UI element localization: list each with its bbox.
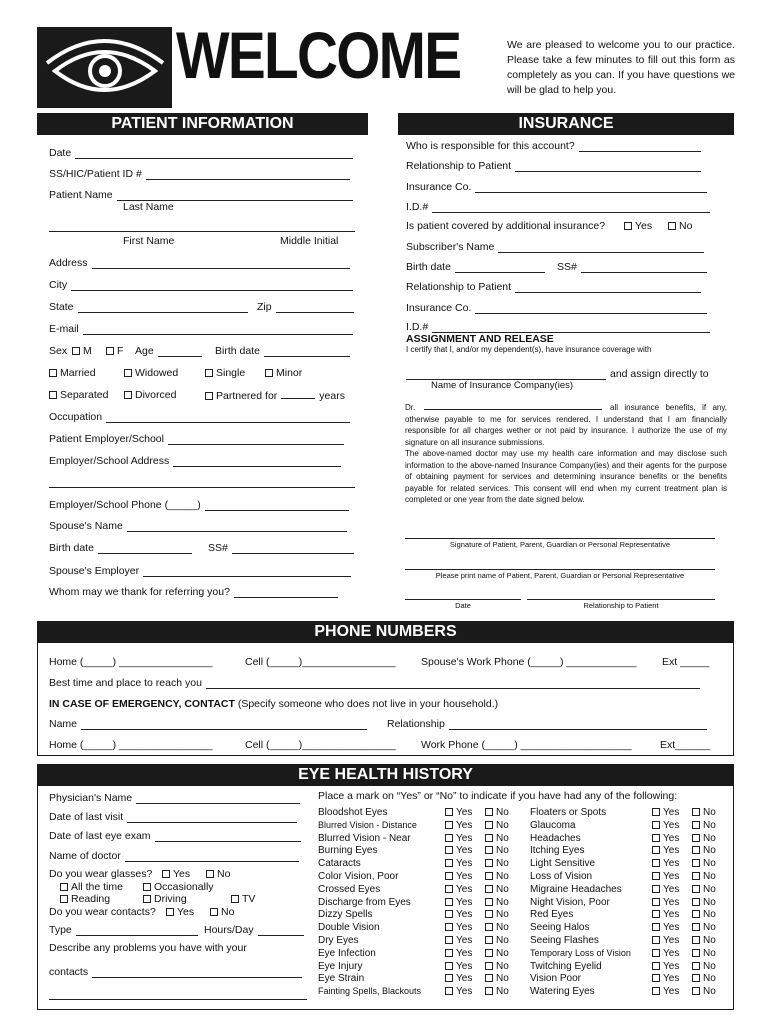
signature-line[interactable]: Signature of Patient, Parent, Guardian or Personal Representative	[405, 538, 715, 549]
spouse-ext-field[interactable]: Ext _____	[662, 656, 710, 668]
condition-yes-checkbox[interactable]: Yes	[445, 961, 472, 972]
address-field[interactable]: Address	[49, 257, 350, 269]
relationship-signed-line[interactable]: Relationship to Patient	[527, 599, 715, 610]
condition-label: Twitching Eyelid	[530, 960, 602, 972]
birth-date-field[interactable]: Birth date	[215, 345, 350, 357]
condition-yes-checkbox[interactable]: Yes	[445, 884, 472, 895]
emergency-cell-field[interactable]: Cell (_____)________________	[245, 739, 396, 751]
condition-yes-checkbox[interactable]: Yes	[445, 807, 472, 818]
emergency-name-field[interactable]: Name	[49, 718, 367, 730]
condition-no-checkbox[interactable]: No	[692, 833, 716, 844]
condition-label: Eye Infection	[318, 947, 376, 959]
condition-no-checkbox[interactable]: No	[485, 833, 509, 844]
printed-name-line[interactable]: Please print name of Patient, Parent, Guardian or Personal Representative	[405, 569, 715, 580]
condition-yes-checkbox[interactable]: Yes	[652, 973, 679, 984]
eye-icon	[37, 27, 172, 108]
condition-no-checkbox[interactable]: No	[692, 935, 716, 946]
patient-info-heading: PATIENT INFORMATION	[37, 113, 368, 135]
condition-no-checkbox[interactable]: No	[485, 897, 509, 908]
single-checkbox[interactable]: Single	[205, 367, 245, 379]
condition-yes-checkbox[interactable]: Yes	[445, 845, 472, 856]
condition-yes-checkbox[interactable]: Yes	[445, 820, 472, 831]
condition-no-checkbox[interactable]: No	[692, 858, 716, 869]
condition-label: Vision Poor	[530, 973, 581, 985]
condition-no-checkbox[interactable]: No	[692, 897, 716, 908]
best-time-field[interactable]: Best time and place to reach you	[49, 677, 700, 689]
condition-label: Watering Eyes	[530, 986, 595, 998]
condition-label: Red Eyes	[530, 909, 574, 921]
condition-yes-checkbox[interactable]: Yes	[652, 986, 679, 997]
condition-label: Cataracts	[318, 858, 361, 870]
employer-phone-field[interactable]: Employer/School Phone (_____)	[49, 499, 349, 511]
condition-no-checkbox[interactable]: No	[692, 948, 716, 959]
insurance-id-field[interactable]: I.D.#	[406, 201, 710, 213]
insurance-id2-field[interactable]: I.D.#	[406, 321, 710, 333]
condition-no-checkbox[interactable]: No	[692, 973, 716, 984]
glasses-no-checkbox[interactable]: No	[206, 868, 230, 880]
tv-checkbox[interactable]: TV	[231, 893, 255, 905]
condition-label: Double Vision	[318, 922, 380, 934]
condition-no-checkbox[interactable]: No	[692, 820, 716, 831]
condition-label: Blurred Vision - Distance	[318, 819, 417, 830]
condition-label: Eye Injury	[318, 960, 363, 972]
responsible-field[interactable]: Who is responsible for this account?	[406, 140, 701, 152]
condition-no-checkbox[interactable]: No	[692, 884, 716, 895]
condition-yes-checkbox[interactable]: Yes	[652, 845, 679, 856]
occupation-field[interactable]: Occupation	[49, 411, 350, 423]
last-visit-field[interactable]: Date of last visit	[49, 811, 297, 823]
referral-field[interactable]: Whom may we thank for referring you?	[49, 586, 338, 598]
condition-label: Crossed Eyes	[318, 883, 381, 895]
doctor-name-field[interactable]: Name of doctor	[49, 850, 299, 862]
contacts-yes-checkbox[interactable]: Yes	[166, 906, 194, 918]
divorced-checkbox[interactable]: Divorced	[124, 389, 176, 401]
contact-type-field[interactable]: Type	[49, 924, 198, 936]
describe-problems-label: Describe any problems you have with your	[49, 942, 247, 954]
condition-yes-checkbox[interactable]: Yes	[445, 935, 472, 946]
spouse-name-field[interactable]: Spouse's Name	[49, 520, 347, 532]
emergency-work-field[interactable]: Work Phone (_____) ___________________	[421, 739, 632, 751]
emergency-home-field[interactable]: Home (_____) ________________	[49, 739, 213, 751]
condition-yes-checkbox[interactable]: Yes	[652, 884, 679, 895]
certify-text: I certify that I, and/or my dependent(s), have insurance coverage with	[406, 345, 652, 354]
city-field[interactable]: City	[49, 279, 353, 291]
condition-no-checkbox[interactable]: No	[485, 986, 509, 997]
additional-insurance-question: Is patient covered by additional insurance?	[406, 220, 606, 232]
emergency-relationship-field[interactable]: Relationship	[387, 718, 707, 730]
minor-checkbox[interactable]: Minor	[265, 367, 302, 379]
spouse-birth-date-field[interactable]: Birth date	[49, 542, 192, 554]
condition-no-checkbox[interactable]: No	[692, 961, 716, 972]
condition-yes-checkbox[interactable]: Yes	[652, 807, 679, 818]
all-time-checkbox[interactable]: All the time	[60, 881, 123, 893]
company-names-label: Name of Insurance Company(ies)	[431, 380, 574, 391]
condition-yes-checkbox[interactable]: Yes	[652, 922, 679, 933]
patient-id-field[interactable]: SS/HIC/Patient ID #	[49, 168, 350, 180]
condition-no-checkbox[interactable]: No	[485, 961, 509, 972]
last-name-label: Last Name	[123, 201, 174, 213]
driving-checkbox[interactable]: Driving	[143, 893, 187, 905]
condition-no-checkbox[interactable]: No	[485, 871, 509, 882]
assignment-heading: ASSIGNMENT AND RELEASE	[406, 333, 554, 345]
email-field[interactable]: E-mail	[49, 323, 353, 335]
intro-text: We are pleased to welcome you to our practice. Please take a few minutes to fill out this form as completely as you can. If you have questions we will be glad to help you.	[507, 39, 735, 96]
condition-yes-checkbox[interactable]: Yes	[652, 871, 679, 882]
occasionally-checkbox[interactable]: Occasionally	[143, 881, 214, 893]
condition-yes-checkbox[interactable]: Yes	[445, 986, 472, 997]
condition-yes-checkbox[interactable]: Yes	[445, 833, 472, 844]
condition-label: Bloodshot Eyes	[318, 807, 388, 818]
condition-no-checkbox[interactable]: No	[485, 807, 509, 818]
spouse-ss-field[interactable]: SS#	[208, 542, 354, 554]
condition-no-checkbox[interactable]: No	[485, 845, 509, 856]
condition-label: Seeing Flashes	[530, 935, 599, 946]
eye-heading: EYE HEALTH HISTORY	[37, 764, 734, 786]
subscriber-birth-date-field[interactable]: Birth date	[406, 261, 545, 273]
condition-yes-checkbox[interactable]: Yes	[445, 973, 472, 984]
condition-yes-checkbox[interactable]: Yes	[445, 922, 472, 933]
spouse-work-phone-field[interactable]: Spouse's Work Phone (_____) ____________	[421, 656, 637, 668]
conditions-instruction: Place a mark on “Yes” or “No” to indicate if you have had any of the following:	[318, 790, 678, 802]
separated-checkbox[interactable]: Separated	[49, 389, 108, 401]
partnered-checkbox[interactable]: Partnered for years	[205, 389, 345, 402]
condition-label: Seeing Halos	[530, 922, 590, 934]
condition-yes-checkbox[interactable]: Yes	[652, 897, 679, 908]
condition-label: Eye Strain	[318, 973, 365, 985]
condition-yes-checkbox[interactable]: Yes	[445, 897, 472, 908]
contacts-question: Do you wear contacts?	[49, 906, 156, 918]
condition-yes-checkbox[interactable]: Yes	[652, 948, 679, 959]
cell-phone-field[interactable]: Cell (_____)________________	[245, 656, 396, 668]
relationship2-field[interactable]: Relationship to Patient	[406, 281, 701, 293]
condition-label: Night Vision, Poor	[530, 896, 610, 908]
condition-no-checkbox[interactable]: No	[485, 973, 509, 984]
patient-name-field[interactable]: Patient Name	[49, 189, 353, 201]
insurance-company-names-field[interactable]: and assign directly to	[406, 368, 709, 380]
widowed-checkbox[interactable]: Widowed	[124, 367, 178, 379]
insurance-co-field[interactable]: Insurance Co.	[406, 181, 707, 193]
date-field[interactable]: Date	[49, 147, 353, 159]
employer-field[interactable]: Patient Employer/School	[49, 433, 344, 445]
condition-no-checkbox[interactable]: No	[692, 909, 716, 920]
zip-field[interactable]: Zip	[257, 301, 354, 313]
condition-no-checkbox[interactable]: No	[485, 935, 509, 946]
condition-label: Headaches	[530, 832, 581, 844]
condition-yes-checkbox[interactable]: Yes	[652, 935, 679, 946]
emergency-ext-field[interactable]: Ext______	[660, 739, 711, 751]
condition-label: Discharge from Eyes	[318, 896, 411, 908]
condition-no-checkbox[interactable]: No	[485, 948, 509, 959]
condition-no-checkbox[interactable]: No	[692, 986, 716, 997]
condition-yes-checkbox[interactable]: Yes	[652, 909, 679, 920]
sex-label: Sex	[49, 345, 68, 357]
contacts-problems-line2[interactable]	[49, 990, 307, 1000]
condition-label: Burning Eyes	[318, 845, 378, 857]
eye-logo	[37, 27, 172, 108]
condition-label: Loss of Vision	[530, 871, 593, 882]
condition-label: Color Vision, Poor	[318, 871, 399, 882]
condition-no-checkbox[interactable]: No	[485, 858, 509, 869]
additional-no-checkbox[interactable]: No	[668, 220, 692, 232]
condition-label: Itching Eyes	[530, 845, 585, 857]
spouse-employer-field[interactable]: Spouse's Employer	[49, 565, 351, 577]
first-name-line[interactable]	[49, 222, 355, 232]
state-field[interactable]: State	[49, 301, 248, 313]
condition-yes-checkbox[interactable]: Yes	[445, 871, 472, 882]
condition-no-checkbox[interactable]: No	[485, 909, 509, 920]
additional-yes-checkbox[interactable]: Yes	[624, 220, 652, 232]
reading-checkbox[interactable]: Reading	[60, 893, 110, 905]
condition-yes-checkbox[interactable]: Yes	[445, 948, 472, 959]
condition-no-checkbox[interactable]: No	[692, 922, 716, 933]
condition-label: Light Sensitive	[530, 858, 596, 870]
middle-initial-label: Middle Initial	[280, 235, 339, 247]
subscriber-field[interactable]: Subscriber's Name	[406, 241, 704, 253]
condition-yes-checkbox[interactable]: Yes	[652, 858, 679, 869]
condition-label: Migraine Headaches	[530, 883, 622, 895]
glasses-yes-checkbox[interactable]: Yes	[162, 868, 190, 880]
condition-label: Dizzy Spells	[318, 909, 373, 921]
condition-yes-checkbox[interactable]: Yes	[445, 858, 472, 869]
married-checkbox[interactable]: Married	[49, 367, 96, 379]
last-exam-field[interactable]: Date of last eye exam	[49, 830, 301, 842]
relationship-field[interactable]: Relationship to Patient	[406, 160, 701, 172]
contacts-problems-field[interactable]: contacts	[49, 966, 302, 978]
sex-f-checkbox[interactable]: F	[106, 345, 123, 357]
subscriber-ss-field[interactable]: SS#	[557, 261, 707, 273]
home-phone-field[interactable]: Home (_____) ________________	[49, 656, 213, 668]
emergency-heading: IN CASE OF EMERGENCY, CONTACT (Specify someone who does not live in your household.)	[49, 698, 499, 710]
condition-yes-checkbox[interactable]: Yes	[652, 820, 679, 831]
contacts-no-checkbox[interactable]: No	[210, 906, 234, 918]
sex-m-checkbox[interactable]: M	[72, 345, 92, 357]
condition-label: Glaucoma	[530, 819, 576, 831]
glasses-question: Do you wear glasses?	[49, 868, 153, 880]
condition-label: Fainting Spells, Blackouts	[318, 986, 422, 997]
insurance-co2-field[interactable]: Insurance Co.	[406, 302, 707, 314]
page-title: WELCOME	[176, 18, 461, 92]
assignment-legal-text: Dr. all insurance benefits, if any, otherwise payable to me for services rendered. I understand that I am financially responsible for all charges wether or not paid by insurance. I authorize the use of my signature on all insurance submissions. The above-named doctor may use my health care information and may disclose such information to the above-named Insurance Company(ies) and their agents for the purpose of obtaining payment for services and determining insurance benefits or the benefits payable for related services. This consent will end when my current treatment plan is completed or one year from the date signed below.	[405, 403, 727, 504]
date-signed-line[interactable]: Date	[405, 599, 521, 610]
condition-no-checkbox[interactable]: No	[485, 884, 509, 895]
condition-yes-checkbox[interactable]: Yes	[652, 961, 679, 972]
employer-address-field[interactable]: Employer/School Address	[49, 455, 341, 467]
hours-day-field[interactable]: Hours/Day	[204, 924, 304, 936]
phone-heading: PHONE NUMBERS	[37, 621, 734, 643]
condition-label: Blurred Vision - Near	[318, 832, 411, 844]
insurance-heading: INSURANCE	[398, 113, 734, 135]
first-name-label: First Name	[123, 235, 175, 247]
employer-address-line2[interactable]	[49, 478, 355, 488]
condition-no-checkbox[interactable]: No	[692, 807, 716, 818]
condition-no-checkbox[interactable]: No	[692, 845, 716, 856]
condition-yes-checkbox[interactable]: Yes	[652, 833, 679, 844]
condition-label: Dry Eyes	[318, 935, 359, 946]
physician-field[interactable]: Physician's Name	[49, 792, 300, 804]
condition-no-checkbox[interactable]: No	[485, 922, 509, 933]
condition-yes-checkbox[interactable]: Yes	[445, 909, 472, 920]
condition-no-checkbox[interactable]: No	[485, 820, 509, 831]
age-field[interactable]: Age	[135, 345, 202, 357]
condition-label: Floaters or Spots	[530, 807, 607, 818]
condition-no-checkbox[interactable]: No	[692, 871, 716, 882]
condition-label: Temporary Loss of Vision	[530, 947, 631, 958]
